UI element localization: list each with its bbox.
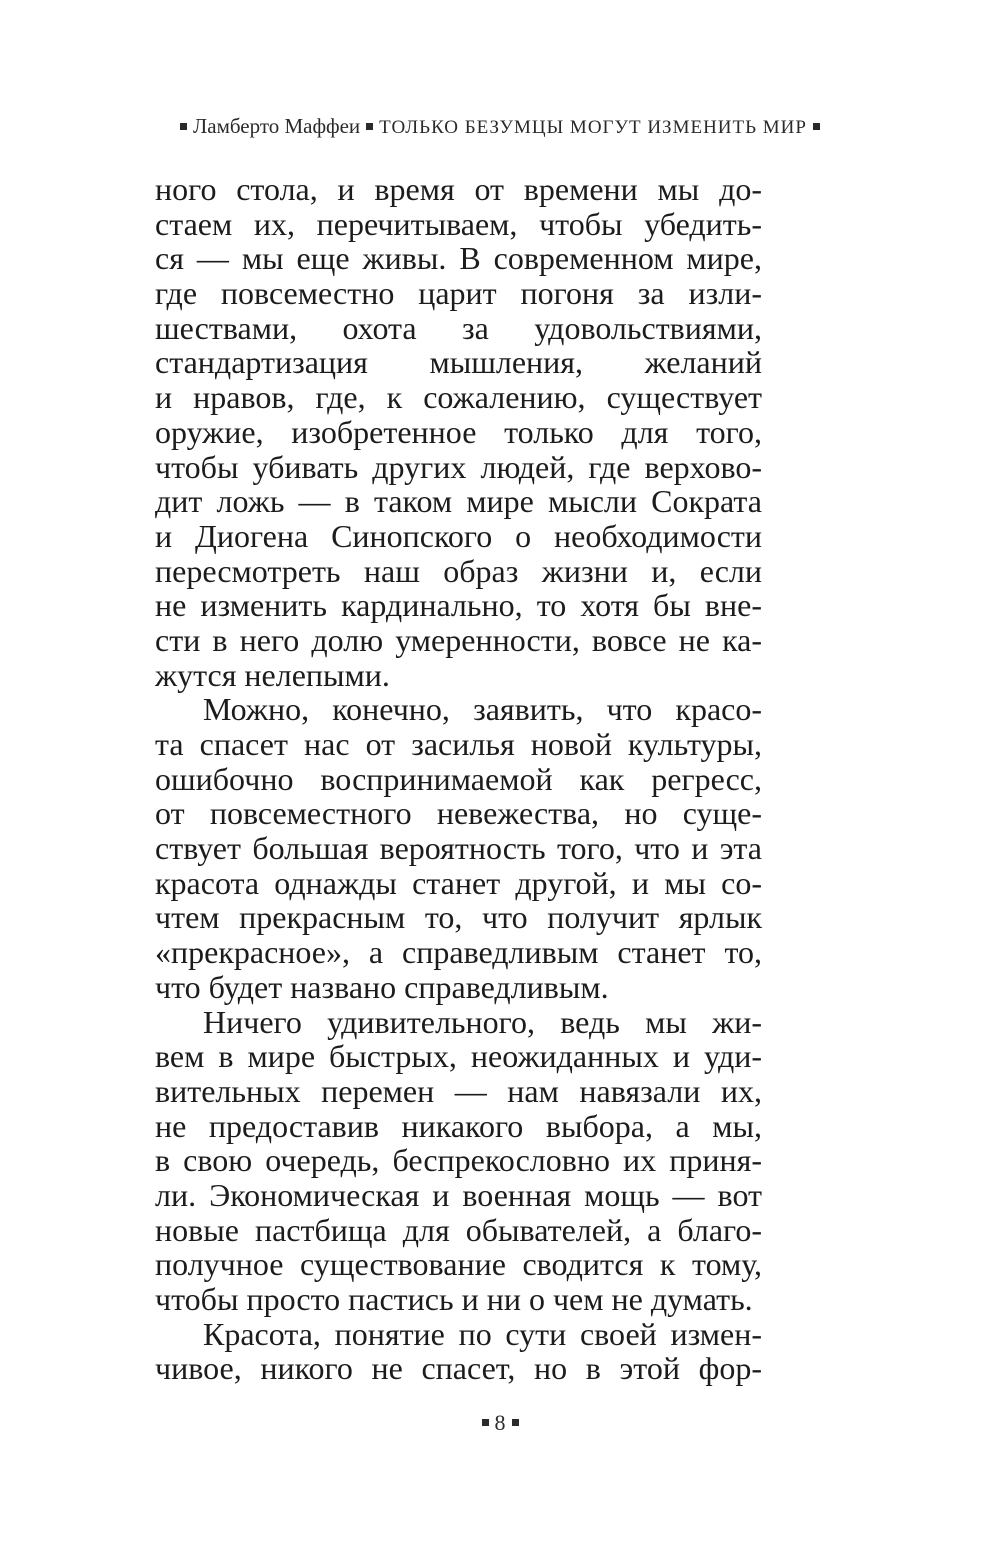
text-line: не изменить кардинально, то хотя бы вне-: [155, 587, 762, 624]
text-line: чтобы просто пастись и ни о чем не думать.: [155, 1281, 753, 1317]
text-line: чтем прекрасным то, что получит ярлык: [155, 899, 762, 936]
text-line: вительных перемен — нам навязали их,: [155, 1072, 762, 1109]
text-line: та спасет нас от засилья новой культуры,: [155, 726, 762, 762]
body-text: [155, 172, 762, 1386]
bullet-square-icon: [366, 123, 373, 130]
text-line: ся — мы еще живы. В современном мире,: [155, 240, 762, 277]
text-line: получное существование сводится к тому,: [155, 1246, 762, 1283]
text-line: от повсеместного невежества, но суще-: [155, 795, 762, 832]
text-line: и нравов, где, к сожалению, существует: [155, 379, 762, 416]
text-line: жутся нелепыми.: [155, 656, 390, 693]
text-line: дит ложь — в таком мире мысли Сократа: [155, 483, 762, 520]
text-line: Ничего удивительного, ведь мы жи-: [203, 1003, 762, 1040]
text-line: и Диогена Синопского о необходимости: [155, 517, 762, 554]
text-line: сти в него долю умеренности, вовсе не ка-: [155, 621, 762, 658]
text-line: стаем их, перечитываем, чтобы убедить-: [155, 205, 762, 242]
text-line: красота однажды станет другой, и мы со-: [155, 864, 762, 901]
bullet-square-icon: [180, 123, 187, 130]
text-line: стандартизация мышления, желаний: [155, 344, 762, 381]
text-line: вем в мире быстрых, неожиданных и уди-: [155, 1038, 762, 1075]
text-line: оружие, изобретенное только для того,: [155, 413, 762, 450]
text-line: ли. Экономическая и военная мощь — вот: [155, 1176, 762, 1213]
text-line: Красота, понятие по сути своей измен-: [203, 1315, 762, 1352]
text-line: где повсеместно царит погоня за изли-: [155, 275, 762, 312]
text-line: новые пастбища для обывателей, а благо-: [155, 1211, 762, 1248]
header-author: Ламберто Маффеи: [193, 114, 361, 138]
text-line: Можно, конечно, заявить, что красо-: [203, 691, 762, 728]
text-line: ошибочно воспринимаемой как регресс,: [155, 760, 762, 797]
text-line: чтобы убивать других людей, где верхово-: [155, 448, 762, 485]
header-book-title: ТОЛЬКО БЕЗУМЦЫ МОГУТ ИЗМЕНИТЬ МИР: [379, 117, 807, 138]
text-line: «прекрасное», а справедливым станет то,: [155, 934, 762, 971]
bullet-square-icon: [482, 1419, 489, 1426]
running-header: [0, 114, 1000, 139]
page-number-value: 8: [494, 1410, 506, 1435]
text-line: чивое, никого не спасет, но в этой фор-: [155, 1350, 762, 1387]
text-line: в свою очередь, беспрекословно их приня-: [155, 1142, 762, 1179]
bullet-square-icon: [512, 1419, 519, 1426]
text-line: не предоставив никакого выбора, а мы,: [155, 1107, 762, 1144]
text-line: ствует большая вероятность того, что и эта: [155, 830, 762, 867]
text-line: ного стола, и время от времени мы до-: [155, 171, 762, 207]
page-number: [0, 1410, 1000, 1436]
bullet-square-icon: [813, 123, 820, 130]
text-line: что будет названо справедливым.: [155, 968, 609, 1005]
text-line: пересмотреть наш образ жизни и, если: [155, 552, 762, 589]
text-line: шествами, охота за удовольствиями,: [155, 309, 762, 346]
